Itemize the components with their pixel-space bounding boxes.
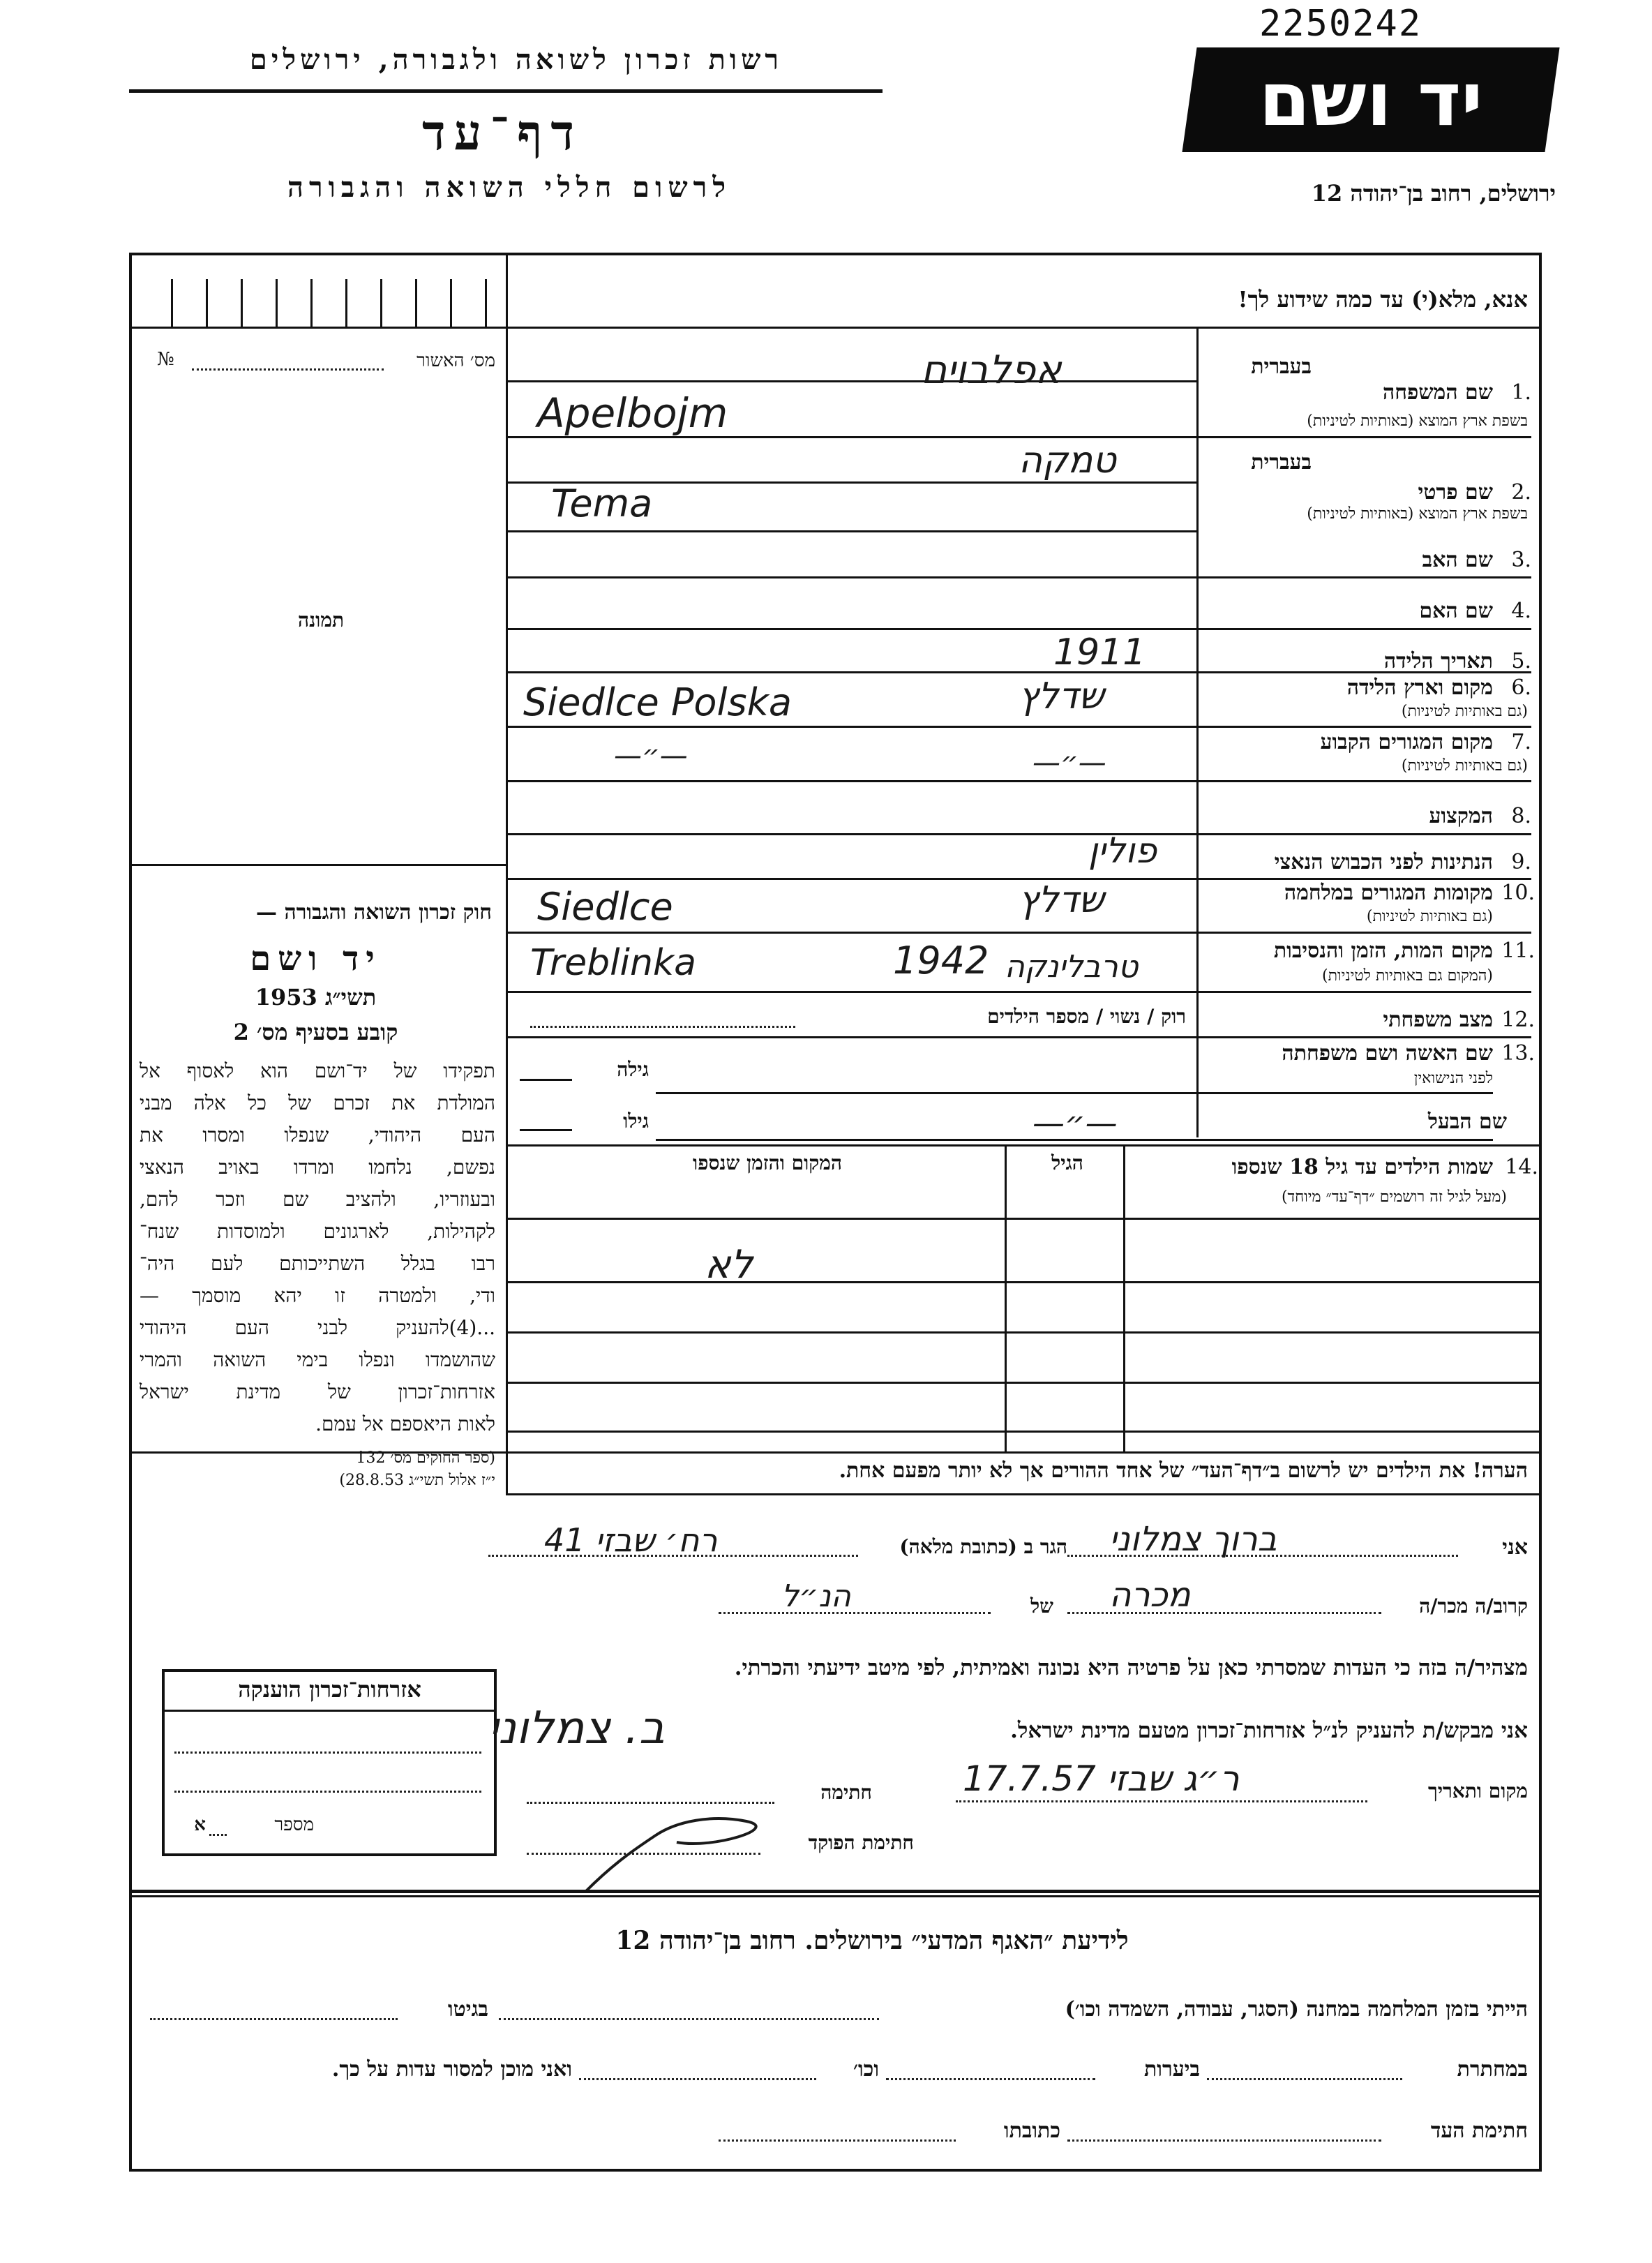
family-name-hebrew-value: אפלבוים xyxy=(921,348,1062,393)
citizenship-value: פולין xyxy=(1088,830,1157,871)
birth-place-hebrew-value: שדלץ xyxy=(1019,675,1104,717)
marital-status-label: מצב משפחתי xyxy=(1383,1008,1493,1032)
field-number: 6. xyxy=(1511,675,1531,700)
citizenship-title: אזרחות־זכרון הוענקה xyxy=(238,1676,421,1703)
mother-name-label: שם האם xyxy=(1419,599,1493,623)
field-number: 8. xyxy=(1511,804,1531,828)
wife-age-label: גילה xyxy=(617,1058,649,1081)
children-label: שמות הילדים עד גיל 18 שנספו xyxy=(1231,1155,1493,1179)
wartime-residence-label: מקומות המגורים במלחמה xyxy=(1284,881,1493,905)
permanent-residence-value: —״— xyxy=(614,740,688,772)
footer-line1-camp: הייתי בזמן המלחמה במחנה (הסגר, עבודה, השמדה וכו׳) xyxy=(1065,1997,1528,2022)
birth-date-value: 1911 xyxy=(1053,632,1146,673)
intro-instruction: אנא, מלא(י) עד כמה שידוע לך! xyxy=(1238,286,1528,313)
of-label: של xyxy=(1030,1594,1053,1618)
father-name-label: שם האב xyxy=(1422,548,1493,572)
death-place-sublabel: (המקום גם באותיות לטיניות) xyxy=(1322,967,1493,985)
place-date-value: ר״ג שבזי 17.7.57 xyxy=(963,1758,1240,1799)
authority-underline xyxy=(129,89,883,93)
field-number: 9. xyxy=(1511,850,1531,874)
law-text-line: העם היהודי, שנפלו ומסרו את xyxy=(140,1123,495,1147)
death-place-hebrew-value: טרבלינקה xyxy=(1005,949,1139,985)
law-text-line: ודי, ולמטרה זו יהא מוסמך — xyxy=(140,1284,495,1307)
field-number: 13. xyxy=(1501,1041,1535,1066)
law-text-line: אזרחות־זכרון של מדינת ישראל xyxy=(140,1380,495,1403)
field-number: 4. xyxy=(1511,599,1531,623)
footer-line2-ready: ואני מוכן למסור עדות על כך. xyxy=(331,2057,572,2082)
children-note: הערה! את הילדים יש לרשום ב״דף־העד״ של אחד ההורים אך לא יותר מפעם אחת. xyxy=(839,1458,1528,1483)
profession-label: המקצוע xyxy=(1429,804,1493,828)
wartime-residence-hebrew-value: שדלץ xyxy=(1019,879,1104,921)
field-number: 14. xyxy=(1505,1155,1538,1179)
declarant-address-value: רח׳ שבזי 41 xyxy=(544,1521,718,1559)
officer-signature-label: חתימת הפוקד xyxy=(808,1831,914,1854)
photo-label: תמונה xyxy=(297,608,345,632)
address: ירושלים, רחוב בן־יהודה 12 xyxy=(1311,180,1556,207)
birth-place-latin-value: Siedlce Polska xyxy=(523,680,792,724)
footer-line2-forests: ביערות xyxy=(1143,2057,1200,2082)
law-title: חוק זכרון השואה והגבורה — xyxy=(256,900,492,925)
law-text-line: המולדת את זכרם של כל אלה מבני xyxy=(140,1091,495,1114)
children-place-column-header: המקום והזמן שנספו xyxy=(693,1151,842,1174)
husband-name-label: שם הבעל xyxy=(1427,1110,1507,1134)
citizenship-label: הנתינות לפני הכבוש הנאצי xyxy=(1274,850,1493,874)
law-text-line: ...(4)להעניק לבני העם היהודי xyxy=(140,1316,495,1339)
declarant-signature-value: ב. צמלוני xyxy=(488,1703,665,1754)
footer-line1-ghetto: בגיטו xyxy=(447,1997,488,2022)
footer-line2-underground: במחתרת xyxy=(1457,2057,1528,2082)
of-value: הנ״ל xyxy=(781,1578,851,1614)
officer-signature-scribble xyxy=(572,1793,781,1898)
death-place-label: מקום המות, הזמן והנסיבות xyxy=(1273,939,1493,963)
permanent-residence-label: מקום המגורים הקבוע xyxy=(1320,730,1493,754)
wife-name-sublabel: לפני הנישואין xyxy=(1413,1070,1493,1087)
relation-value: מכרה xyxy=(1109,1576,1191,1615)
declaration-statement: מצהיר/ה בזה כי העדות שמסרתי כאן על פרטיה היא נכונה ואמיתית, לפי מיטב ידיעתי והכרתי. xyxy=(734,1655,1528,1680)
field-number: 5. xyxy=(1511,649,1531,673)
death-year-value: 1942 xyxy=(893,939,989,983)
field-number: 11. xyxy=(1501,939,1535,963)
wife-name-label: שם האשה ושם משפחתה xyxy=(1282,1041,1493,1066)
death-place-latin-value: Treblinka xyxy=(530,942,696,984)
citizenship-request: אני מבקש/ת להעניק לנ״ל אזרחות־זכרון מטעם מדינת ישראל. xyxy=(1010,1718,1528,1743)
law-text-line: נפשם, נלחמו ומרדו באויב הנאצי xyxy=(140,1156,495,1179)
relation-label: קרוב/ה מכר/ה xyxy=(1419,1594,1528,1618)
approval-number-label: מס׳ האשור xyxy=(416,350,495,371)
field-number: 7. xyxy=(1511,730,1531,754)
field-number: 1. xyxy=(1511,380,1531,405)
photo-bottom-line xyxy=(129,864,506,866)
form-subtitle: לרשום חללי השואה והגבורה xyxy=(287,171,732,204)
address-label: הגר ב (כתובת מלאה) xyxy=(899,1535,1067,1558)
first-name-hebrew-value: טמקה xyxy=(1019,440,1116,481)
law-text-line: רבו בגלל השתייכותם לעם היה־ xyxy=(140,1252,495,1275)
yad-vashem-logo: יד ושם xyxy=(1182,47,1559,152)
footer-separator xyxy=(129,1890,1542,1893)
hebrew-tag: בעברית xyxy=(1251,450,1312,475)
law-clause: קובע בסעיף מס׳ 2 xyxy=(233,1019,398,1045)
law-text-line: ובעוזריו, ולהציב שם וזכר להם, xyxy=(140,1188,495,1211)
law-text-line: לקהילות, לארגונים ולמוסדות שנח־ xyxy=(140,1220,495,1243)
form-title: דף־עד xyxy=(421,103,583,161)
family-name-sublabel: בשפת ארץ המוצא (באותיות לטיניות) xyxy=(1307,412,1528,430)
approval-number-sign: № xyxy=(157,349,174,370)
footer-title: לידיעת ״האגף המדעי״ בירושלים. רחוב בן־יהודה 12 xyxy=(615,1926,1129,1955)
left-column-border xyxy=(506,253,508,1453)
children-age-column-header: הגיל xyxy=(1051,1151,1083,1174)
hebrew-tag: בעברית xyxy=(1251,354,1312,379)
children-value: לא xyxy=(705,1242,753,1287)
label-column-border xyxy=(1196,328,1199,1137)
citizenship-number-suffix: א xyxy=(194,1814,206,1835)
first-name-label: שם פרטי xyxy=(1418,480,1493,505)
field-number: 3. xyxy=(1511,548,1531,572)
law-text-line: תפקידו של יד־ושם הוא לאסוף אל xyxy=(140,1059,495,1082)
place-date-label: מקום ותאריך xyxy=(1427,1779,1528,1802)
first-name-latin-value: Temа xyxy=(551,481,653,525)
husband-age-label: גילו xyxy=(623,1110,649,1133)
children-sublabel: (מעל לגיל זה רושמים ״דף־עד״ מיוחד) xyxy=(1281,1188,1507,1206)
wartime-residence-latin-value: Siedlce xyxy=(537,885,673,929)
marital-status-options: רוק / נשוי / מספר הילדים xyxy=(987,1005,1186,1028)
signature-label: חתימה xyxy=(820,1781,872,1804)
permanent-residence-value: —״— xyxy=(1032,747,1106,779)
footer-line2-etc: וכו׳ xyxy=(853,2057,879,2082)
family-name-latin-value: Apelbojm xyxy=(537,389,728,437)
field-number: 12. xyxy=(1501,1008,1535,1032)
field-number: 2. xyxy=(1511,480,1531,505)
husband-name-value: —״— xyxy=(1032,1104,1118,1142)
birth-date-label: תאריך הלידה xyxy=(1383,649,1493,673)
birth-place-label: מקום וארץ הלידה xyxy=(1346,675,1493,700)
family-name-label: שם המשפחה xyxy=(1382,380,1493,405)
authority-name: רשות זכרון לשואה ולגבורה, ירושלים xyxy=(249,43,783,76)
citizenship-number-label: מספר xyxy=(274,1814,314,1835)
footer-line3-address: כתובתו xyxy=(1003,2119,1060,2143)
permanent-residence-sublabel: (גם באותיות לטיניות) xyxy=(1401,757,1528,775)
law-reference: י״ז אלול תשי״ג 28.8.53) xyxy=(339,1472,495,1489)
field-number: 10. xyxy=(1501,881,1535,905)
top-row-line xyxy=(129,327,1542,329)
footer-line3-signature: חתימת העד xyxy=(1430,2119,1528,2143)
first-name-sublabel: בשפת ארץ המוצא (באותיות לטיניות) xyxy=(1307,505,1528,523)
document-number: 2250242 xyxy=(1259,3,1422,45)
law-name: יד ושם xyxy=(250,939,382,978)
law-reference: (ספר החוקים מס׳ 132 xyxy=(356,1449,495,1467)
declarant-name-value: ברוך צמלוני xyxy=(1109,1520,1277,1559)
wartime-residence-sublabel: (גם באותיות לטיניות) xyxy=(1366,908,1493,925)
law-year: תשי״ג 1953 xyxy=(255,984,377,1010)
law-text-line: לאות היאספם אל עמם. xyxy=(315,1412,495,1435)
law-text-line: שהושמדו ונפלו בימי השואה והמרי xyxy=(140,1348,495,1371)
declaration-ani: אני xyxy=(1502,1535,1528,1560)
birth-place-sublabel: (גם באותיות לטיניות) xyxy=(1401,703,1528,720)
